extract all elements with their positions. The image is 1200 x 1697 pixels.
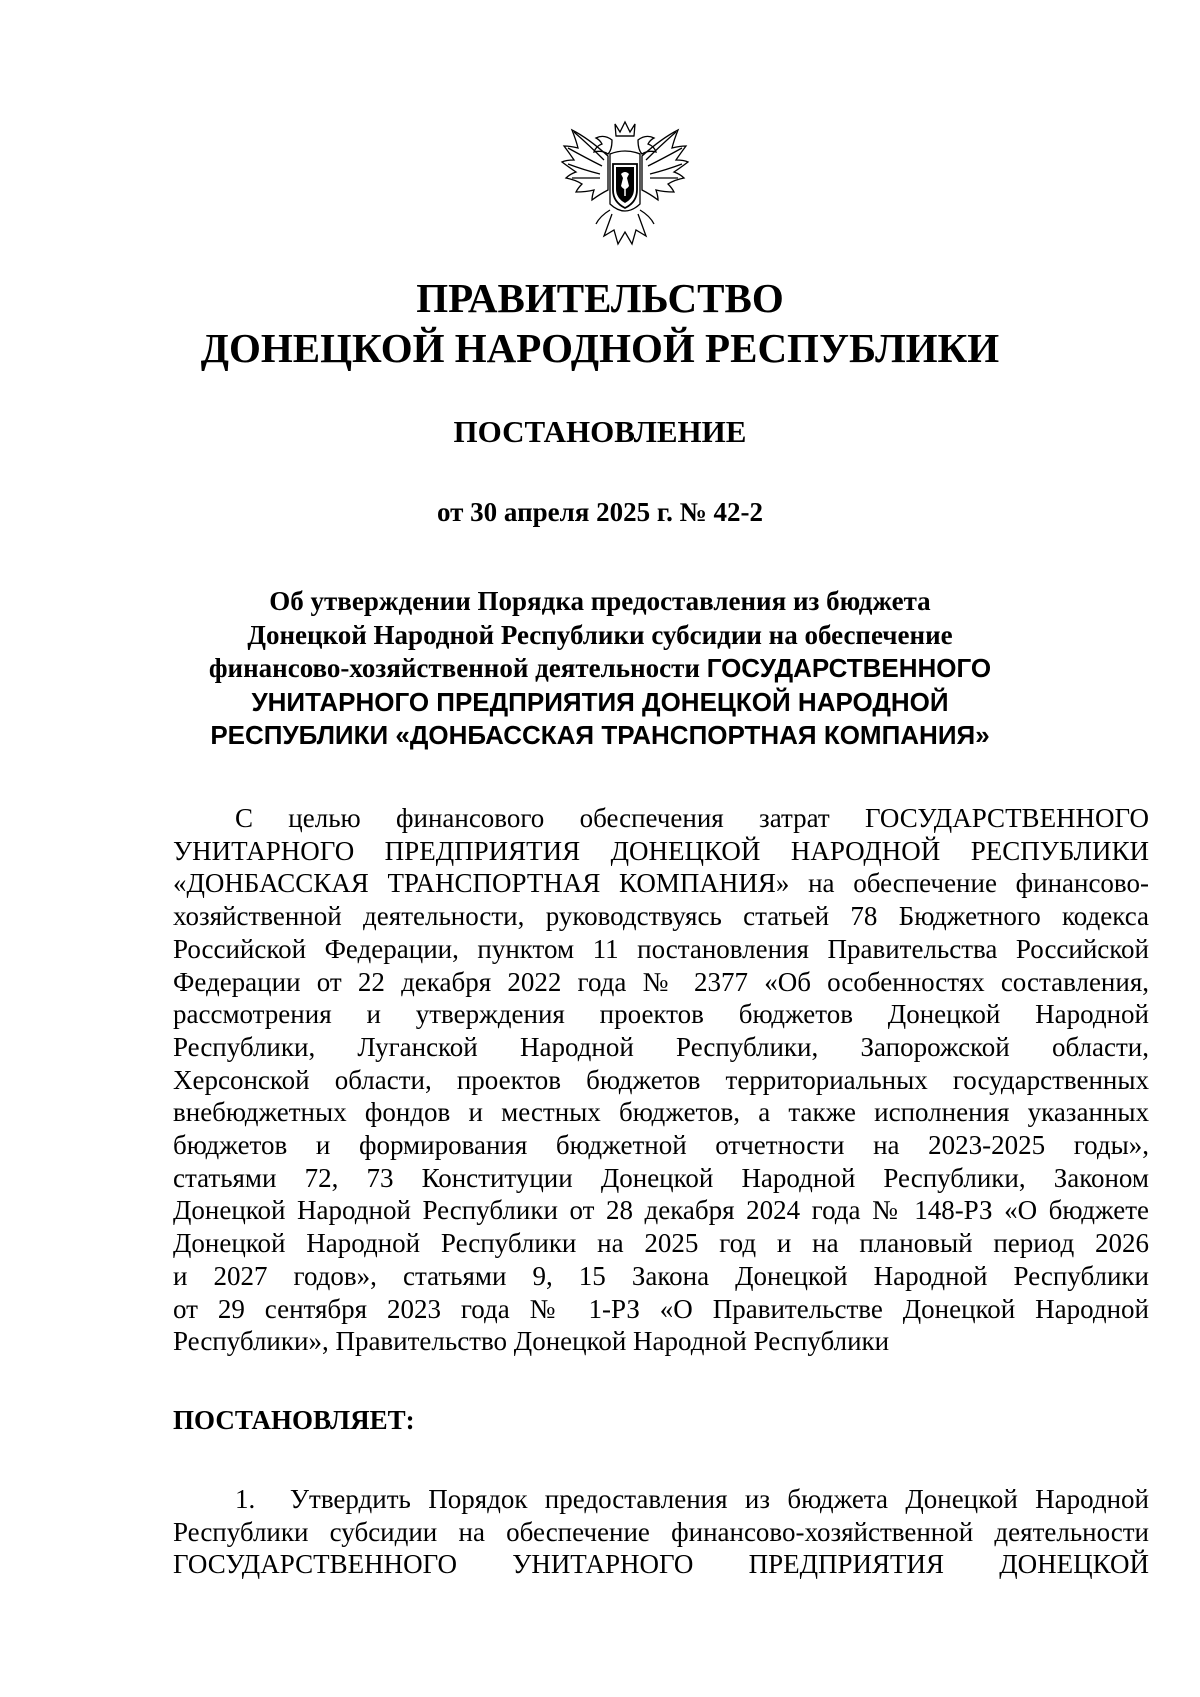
item-1-text: Утвердить Порядок предоставления из бюджета Донецкой Народной bbox=[289, 1484, 1150, 1514]
preamble-line: «ДОНБАССКАЯ ТРАНСПОРТНАЯ КОМПАНИЯ» на обеспечение финансово- bbox=[173, 868, 1149, 899]
item-1-line: Республики субсидии на обеспечение финансово-хозяйственной деятельности bbox=[173, 1516, 1149, 1547]
subject-line-part: ГОСУДАРСТВЕННОГО bbox=[706, 653, 992, 683]
subject-line: Об утверждении Порядка предоставления из бюджета bbox=[269, 586, 931, 616]
preamble-line: Республики», Правительство Донецкой Народной Республики bbox=[173, 1326, 890, 1357]
resolves-label: ПОСТАНОВЛЯЕТ: bbox=[173, 1405, 415, 1435]
preamble-line: Федерации от 22 декабря 2022 года № 2377 «Об особенностях составления, bbox=[173, 966, 1149, 997]
preamble-line: внебюджетных фондов и местных бюджетов, а также исполнения указанных bbox=[173, 1097, 1149, 1128]
subject-line: Донецкой Народной Республики субсидии на обеспечение bbox=[247, 619, 953, 650]
preamble-line: Донецкой Народной Республики от 28 декабря 2024 года № 148-РЗ «О бюджете bbox=[173, 1195, 1149, 1226]
subject-line: УНИТАРНОГО ПРЕДПРИЯТИЯ ДОНЕЦКОЙ НАРОДНОЙ bbox=[251, 686, 949, 717]
preamble-line: Донецкой Народной Республики на 2025 год и на плановый период 2026 bbox=[173, 1228, 1149, 1259]
preamble-line: и 2027 годов», статьями 9, 15 Закона Донецкой Народной Республики bbox=[173, 1260, 1149, 1291]
preamble-line: С целью финансового обеспечения затрат ГОСУДАРСТВЕННОГО bbox=[235, 803, 1149, 833]
subject-line: РЕСПУБЛИКИ «ДОНБАССКАЯ ТРАНСПОРТНАЯ КОМПАНИЯ» bbox=[210, 720, 990, 750]
preamble-line: УНИТАРНОГО ПРЕДПРИЯТИЯ ДОНЕЦКОЙ НАРОДНОЙ РЕСПУБЛИКИ bbox=[173, 835, 1149, 866]
preamble-line: Херсонской области, проектов бюджетов территориальных государственных bbox=[173, 1064, 1149, 1095]
item-1-line: ГОСУДАРСТВЕННОГО УНИТАРНОГО ПРЕДПРИЯТИЯ ДОНЕЦКОЙ bbox=[173, 1549, 1149, 1580]
subject-line bbox=[0, 652, 1200, 686]
dpr-coat-of-arms-eagle-icon bbox=[560, 118, 690, 260]
preamble-line: статьями 72, 73 Конституции Донецкой Народной Республики, Законом bbox=[173, 1162, 1149, 1193]
preamble-line: Республики, Луганской Народной Республики, Запорожской области, bbox=[173, 1031, 1149, 1062]
document-date-number: от 30 апреля 2025 г. № 42-2 bbox=[437, 497, 763, 527]
government-title-line2: ДОНЕЦКОЙ НАРОДНОЙ РЕСПУБЛИКИ bbox=[200, 325, 1000, 371]
preamble-paragraph bbox=[173, 802, 1149, 1358]
preamble-line: от 29 сентября 2023 года № 1-РЗ «О Правительстве Донецкой Народной bbox=[173, 1293, 1149, 1324]
government-title-line1: ПРАВИТЕЛЬСТВО bbox=[416, 275, 784, 321]
preamble-line: рассмотрения и утверждения проектов бюджетов Донецкой Народной bbox=[173, 999, 1149, 1030]
document-type-title: ПОСТАНОВЛЕНИЕ bbox=[453, 414, 747, 449]
preamble-line: Российской Федерации, пунктом 11 постановления Правительства Российской bbox=[173, 933, 1149, 964]
document-subject bbox=[0, 585, 1200, 753]
preamble-line: хозяйственной деятельности, руководствуясь статьей 78 Бюджетного кодекса bbox=[173, 901, 1149, 932]
subject-line-part: финансово-хозяйственной деятельности bbox=[208, 653, 707, 683]
item-1-paragraph bbox=[173, 1483, 1149, 1581]
item-number: 1. bbox=[235, 1484, 256, 1514]
item-1-line bbox=[173, 1483, 1149, 1516]
preamble-line: бюджетов и формирования бюджетной отчетности на 2023-2025 годы», bbox=[173, 1130, 1149, 1161]
